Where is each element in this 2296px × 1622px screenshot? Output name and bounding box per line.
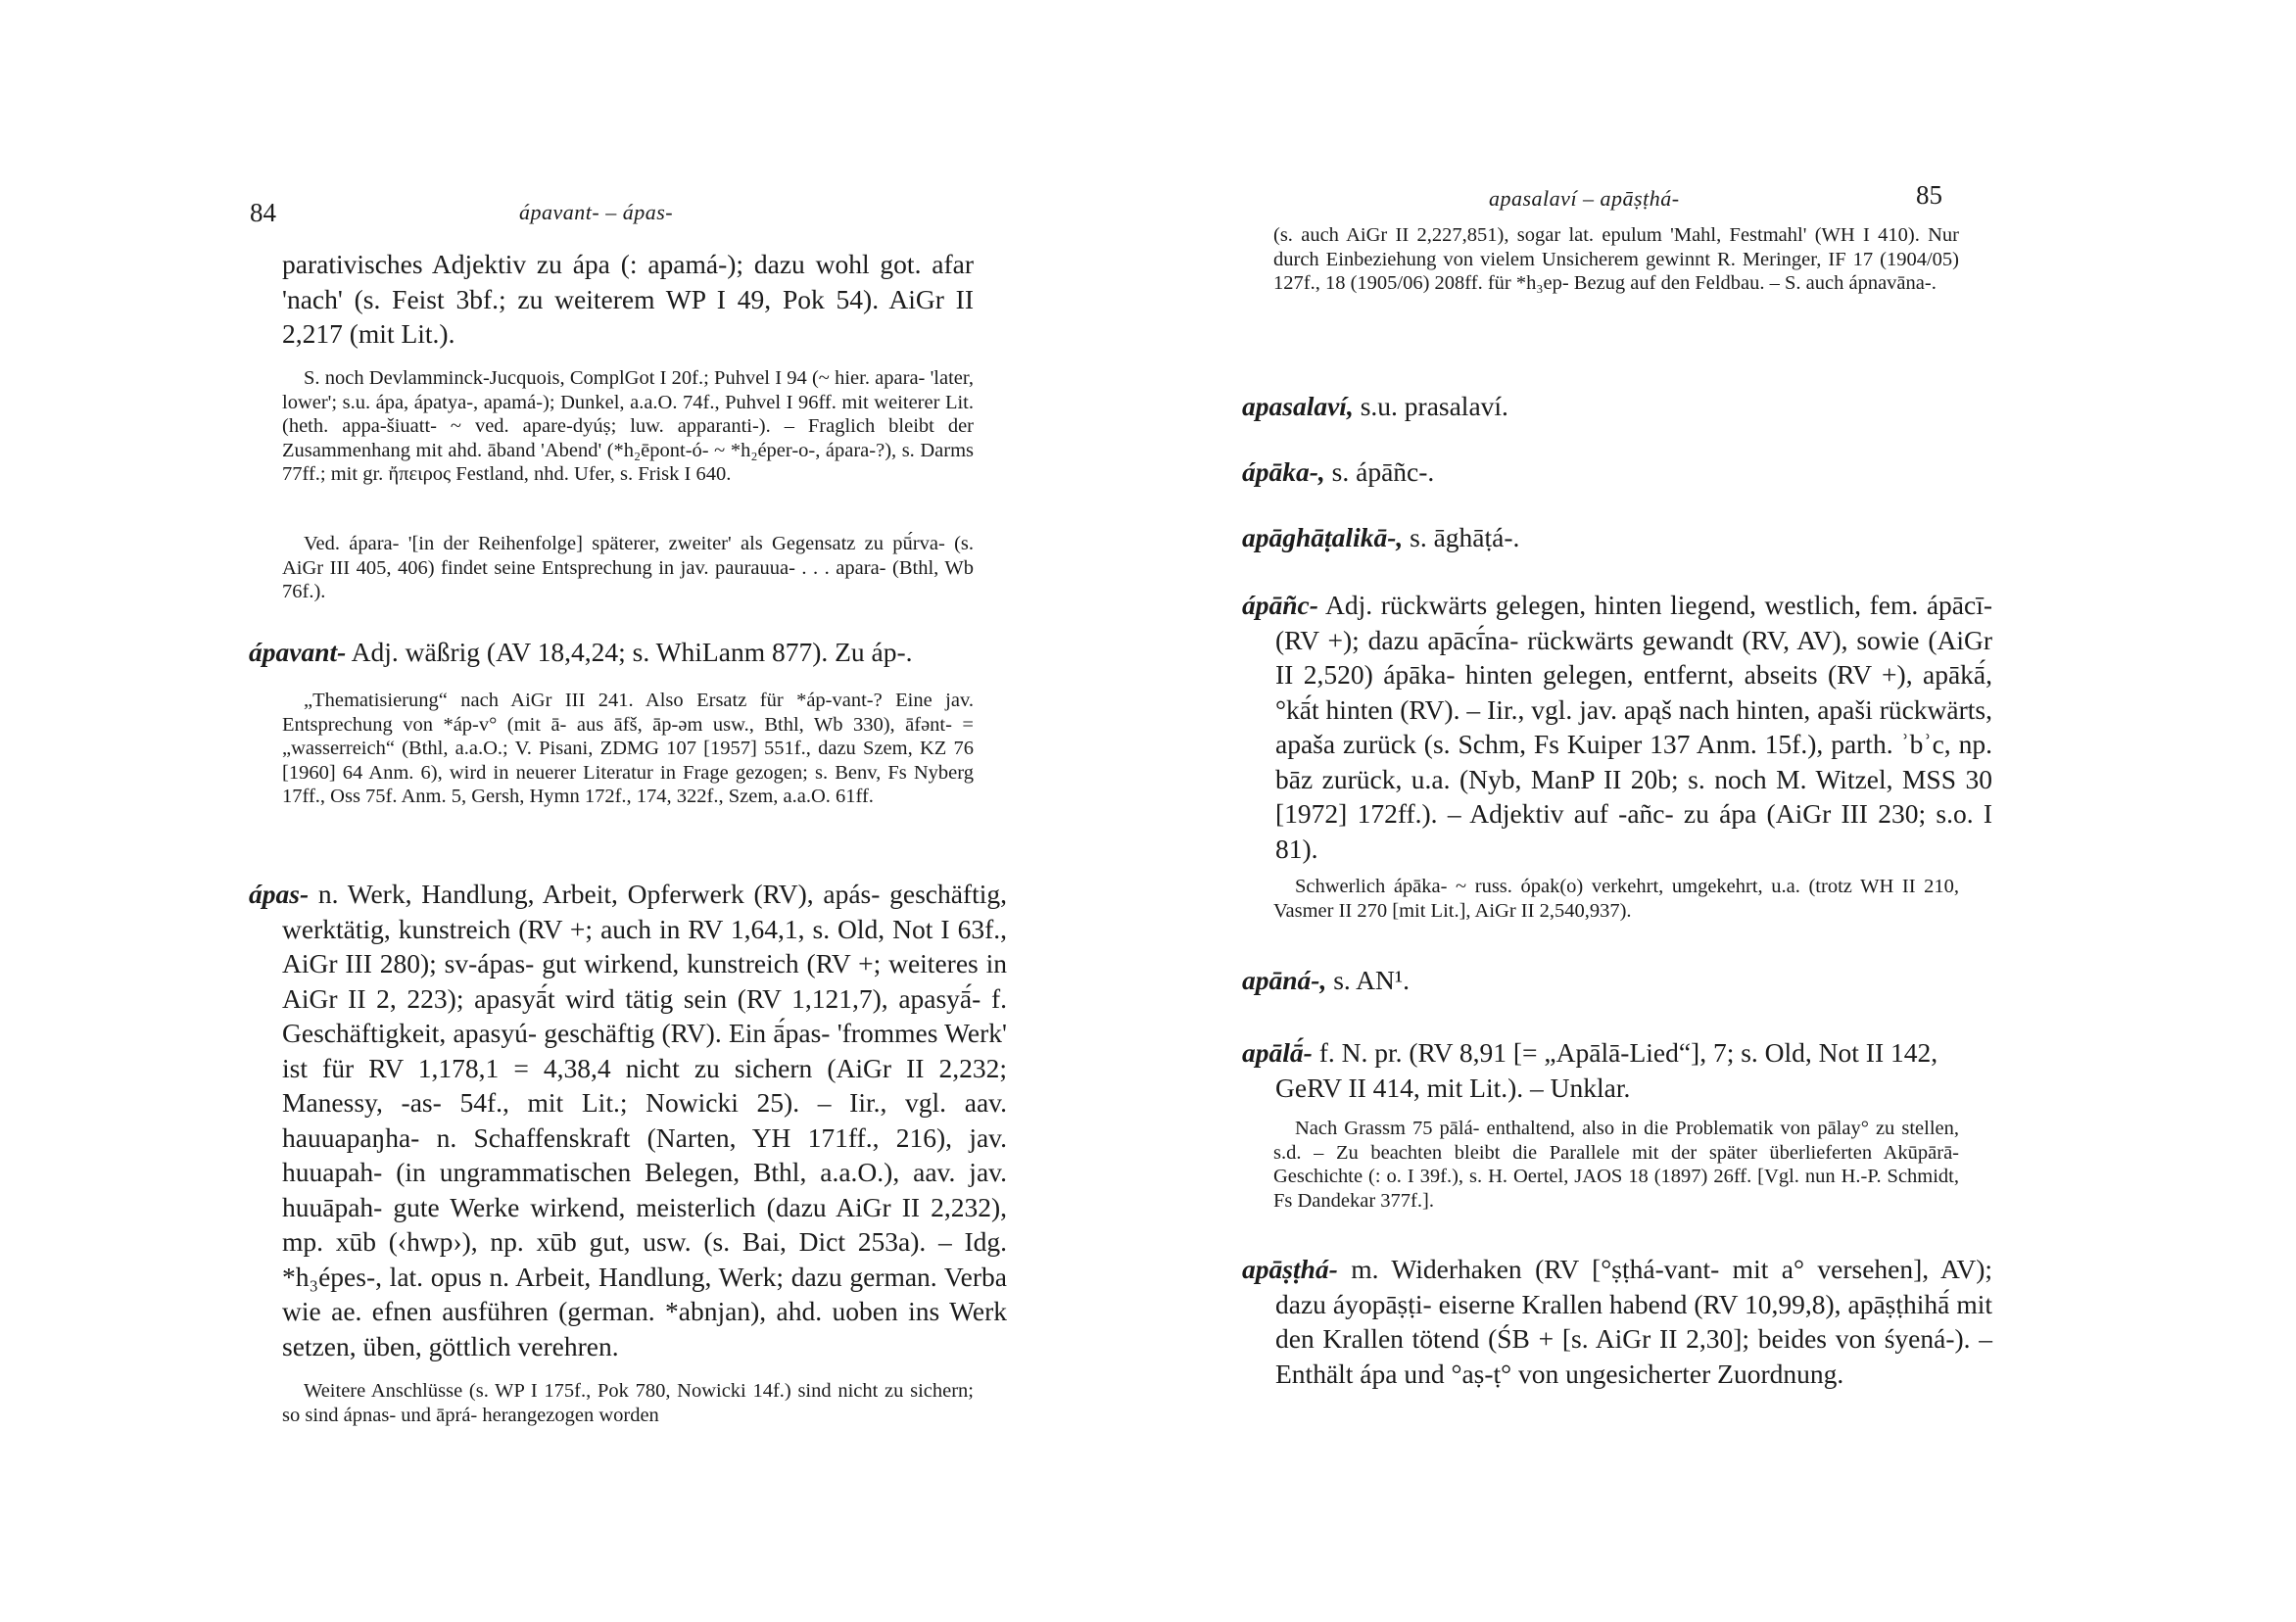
note-paragraph: (s. auch AiGr II 2,227,851), sogar lat. epulum 'Mahl, Festmahl' (WH I 410). Nur durch Einbeziehung von vielem Unsicherem gewinnt R. Meringer, IF 17 (1904/05) 127f., 18 (1905/06) 208ff. für *h₃ep- Bezug auf den Feldbau. – S. auch ápnavāna-.: [1273, 224, 1959, 294]
dictionary-entry-apanc: [1242, 588, 1992, 866]
dictionary-entry-apaka: [1242, 454, 1992, 490]
entry-headword: apasalaví,: [1242, 391, 1354, 421]
entry-text: Adj. rückwärts gelegen, hinten liegend, westlich, fem. ápācī- (RV +); dazu apācī́na- rückwärts gewandt (RV, AV), sowie (AiGr II 2,520) ápāka- hinten gelegen, entfernt, abseits (RV +), apākā́, °kā́t hinten (RV). – Iir., vgl. jav. apąš nach hinten, apaši rückwärts, apaša zurück (s. Schm, Fs Kuiper 137 Anm. 15f.), parth. ʾbʾc, np. bāz zurück, u.a. (Nyb, ManP II 20b; s. noch M. Witzel, MSS 30 [1972] 172ff.). – Adjektiv auf -añc- zu ápa (AiGr III 230; s.o. I 81).: [1275, 590, 1993, 864]
dictionary-entry-apavant: [249, 635, 1007, 670]
note-paragraph: Ved. ápara- '[in der Reihenfolge] späterer, zweiter' als Gegensatz zu pū́rva- (s. AiGr III 405, 406) findet seine Entsprechung in jav. paurauua- . . . apara- (Bthl, Wb 76f.).: [282, 533, 974, 602]
note-paragraph: Weitere Anschlüsse (s. WP I 175f., Pok 780, Nowicki 14f.) sind nicht zu sichern; so sind ápnas- und āprá- herangezogen worden: [282, 1380, 974, 1426]
entry-headword: ápāka-,: [1242, 456, 1325, 487]
entry-text: m. Widerhaken (RV [°ṣṭhá-vant- mit a° versehen], AV); dazu áyopāṣṭi- eiserne Krallen habend (RV 10,99,8), apāṣṭhihā́ mit den Krallen tötend (ŚB + [s. AiGr II 2,30]; beides von śyená-). – Enthält ápa und °aṣ-ṭ° von ungesicherter Zuordnung.: [1275, 1254, 1993, 1389]
dictionary-entry-apas: [249, 877, 1007, 1363]
page-number-right: 85: [1916, 180, 1942, 210]
note-paragraph: Nach Grassm 75 pālá- enthaltend, also in die Problematik von pālay° zu stellen, s.d. – Zu beachten bleibt die Parallele mit der später überlieferten Akūpārā-Geschichte (: o. I 39f.), s. H. Oertel, JAOS 18 (1897) 26ff. [Vgl. nun H.-P. Schmidt, Fs Dandekar 377f.].: [1273, 1118, 1959, 1212]
note-paragraph: „Thematisierung“ nach AiGr III 241. Also Ersatz für *áp-vant-? Eine jav. Entsprechung von *áp-v° (mit ā- aus āfš, āp-əm usw., Bthl, Wb 330), āfənt- = „wasserreich“ (Bthl, a.a.O.; V. Pisani, ZDMG 107 [1957] 551f., dazu Szem, KZ 76 [1960] 64 Anm. 6), wird in neuerer Literatur in Frage gezogen; s. Benv, Fs Nyberg 17ff., Oss 75f. Anm. 5, Gersh, Hymn 172f., 174, 322f., Szem, a.a.O. 61ff.: [282, 690, 974, 807]
page-number-left: 84: [250, 198, 276, 227]
dictionary-entry-apana: [1242, 963, 1992, 998]
dictionary-entry-apasalavi: [1242, 389, 1992, 424]
entry-text: Adj. wäßrig (AV 18,4,24; s. WhiLanm 877). Zu áp-.: [351, 637, 913, 667]
right-page: [1148, 0, 2296, 1622]
entry-headword: apāná-,: [1242, 965, 1327, 995]
note-paragraph: S. noch Devlamminck-Jucquois, ComplGot I 20f.; Puhvel I 94 (~ hier. apara- 'later, lower'; s.u. ápa, ápatya-, apamá-); Dunkel, a.a.O. 74f., Puhvel I 96ff. mit weiterer Lit. (heth. appa-šiuatt- ~ ved. apare-dyúṣ; luw. apparanti-). – Fraglich bleibt der Zusammenhang mit ahd. āband 'Abend' (*h₂ēpont-ó- ~ *h₂éper-o-, ápara-?), s. Darms 77ff.; mit gr. ἤπειρος Festland, nhd. Ufer, s. Frisk I 640.: [282, 367, 974, 485]
entry-text: s. āghāṭá-.: [1410, 522, 1520, 552]
paragraph-continued: parativisches Adjektiv zu ápa (: apamá-); dazu wohl got. afar 'nach' (s. Feist 3bf.; zu weiterem WP I 49, Pok 54). AiGr II 2,217 (mit Lit.).: [282, 249, 974, 349]
entry-headword: ápavant-: [249, 637, 347, 667]
running-head-right: apasalaví – apāṣṭhá-: [1489, 186, 1680, 211]
entry-text: s.u. prasalaví.: [1360, 391, 1508, 421]
entry-text: n. Werk, Handlung, Arbeit, Opferwerk (RV), apás- geschäftig, werktätig, kunstreich (RV +; auch in RV 1,64,1, s. Old, Not I 63f., AiGr III 280); sv-ápas- gut wirkend, kunstreich (RV +; weiteres in AiGr II 2, 223); apasyā́t wird tätig sein (RV 1,121,7), apasyā́- f. Geschäftigkeit, apasyú- geschäftig (RV). Ein ā́pas- 'frommes Werk' ist für RV 1,178,1 = 4,38,4 nicht zu sichern (AiGr II 2,232; Manessy, -as- 54f., mit Lit.; Nowicki 25). – Iir., vgl. aav. hauuapaŋha- n. Schaffenskraft (Narten, YH 171ff., 216), jav. huuapah- (in ungrammatischen Belegen, Bthl, a.a.O.), aav. jav. huuāpah- gute Werke wirkend, meisterlich (dazu AiGr II 2,232), mp. xūb (‹hwp›), np. xūb gut, usw. (s. Bai, Dict 253a). – Idg. *h₃épes-, lat. opus n. Arbeit, Handlung, Werk; dazu german. Verba wie ae. efnen ausführen (german. *abnjan), ahd. uoben ins Werk setzen, üben, göttlich verehren.: [282, 879, 1007, 1361]
dictionary-entry-apaghatalika: [1242, 520, 1992, 555]
running-head-left: ápavant- – ápas-: [519, 200, 674, 224]
entry-headword: apālā́-: [1242, 1037, 1313, 1068]
entry-headword: apāghāṭalikā-,: [1242, 522, 1404, 552]
entry-text: f. N. pr. (RV 8,91 [= „Apālā-Lied“], 7; s. Old, Not II 142, GeRV II 414, mit Lit.). – Unklar.: [1275, 1037, 1938, 1103]
dictionary-entry-apala: [1242, 1035, 1992, 1105]
note-paragraph: Schwerlich ápāka- ~ russ. ópak(o) verkehrt, umgekehrt, u.a. (trotz WH II 210, Vasmer II 270 [mit Lit.], AiGr II 2,540,937).: [1273, 876, 1959, 922]
entry-text: s. ápāñc-.: [1331, 456, 1435, 487]
entry-headword: apāṣṭhá-: [1242, 1254, 1338, 1284]
dictionary-entry-apastha: [1242, 1252, 1992, 1391]
entry-headword: ápas-: [249, 879, 310, 909]
entry-text: s. AN¹.: [1333, 965, 1410, 995]
entry-headword: ápāñc-: [1242, 590, 1318, 620]
